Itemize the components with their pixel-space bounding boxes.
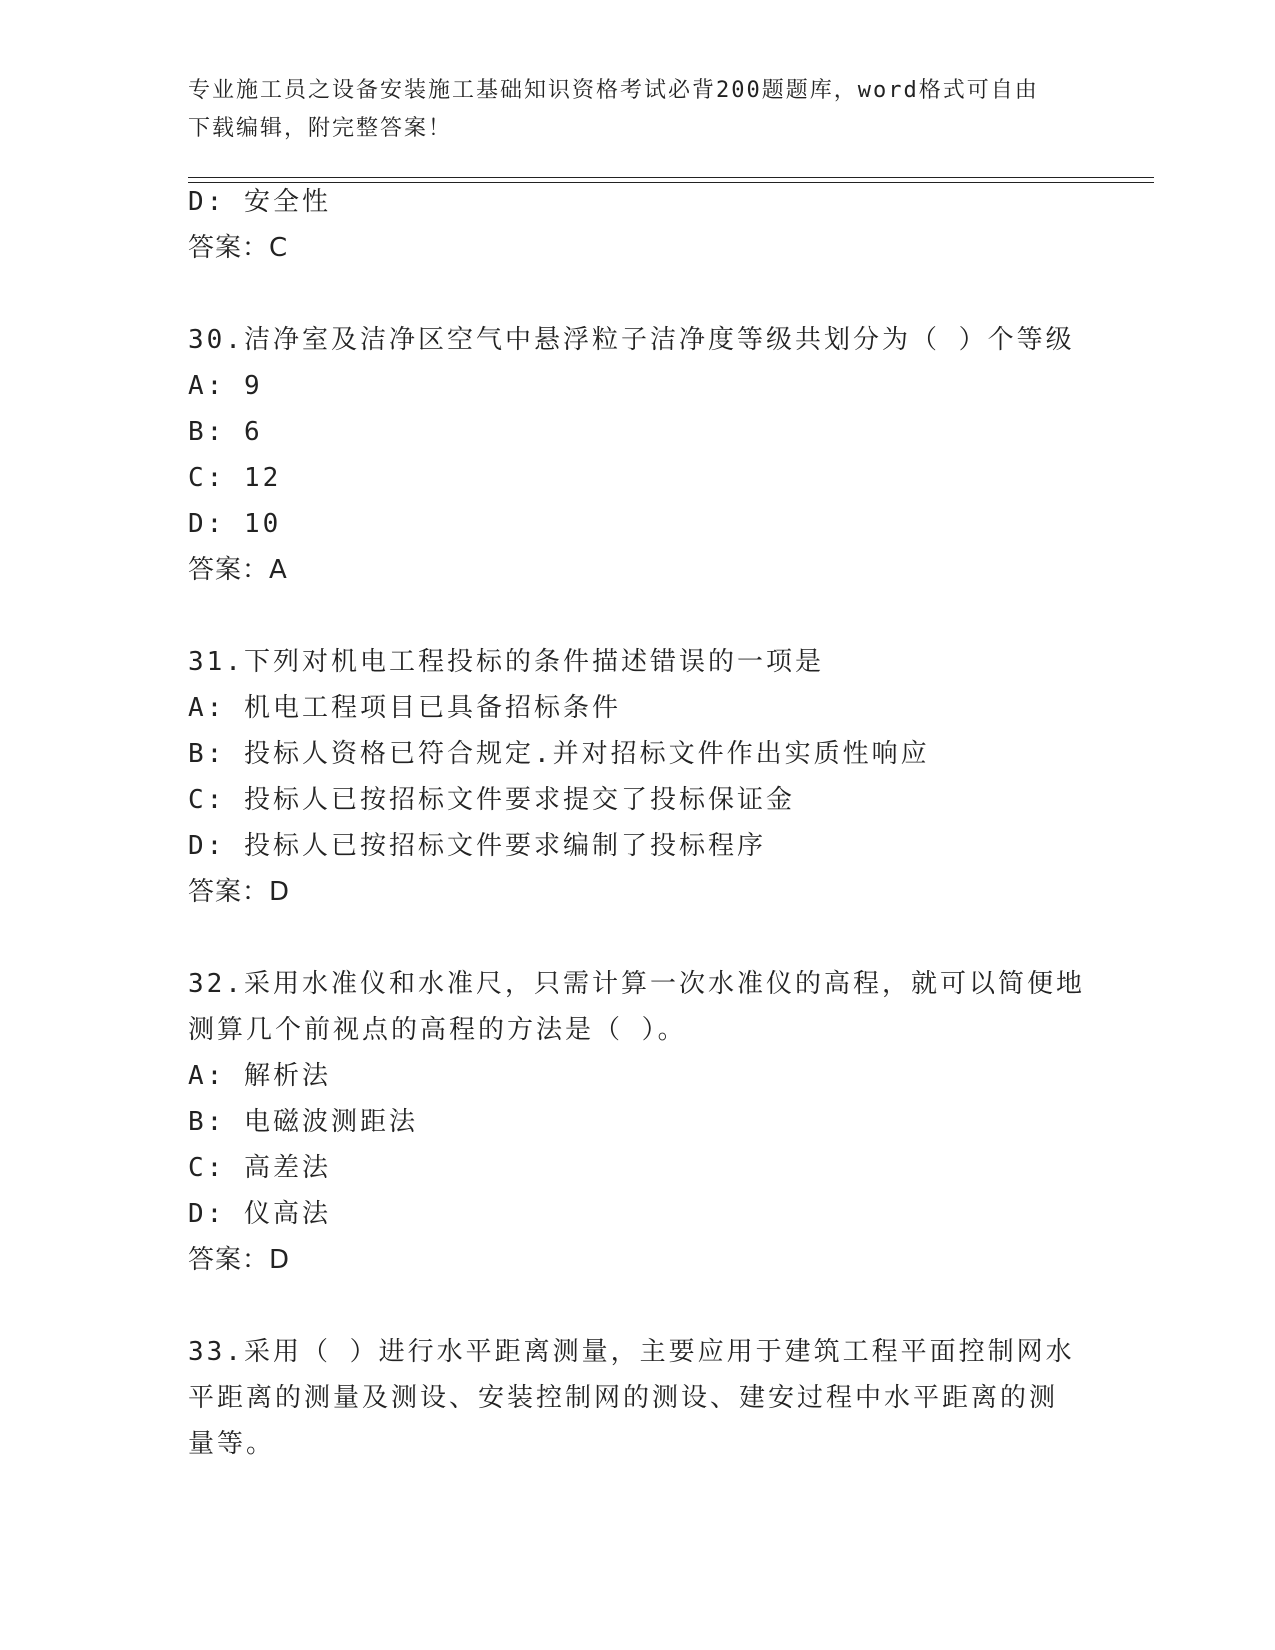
option-a: A: 机电工程项目已具备招标条件 — [188, 693, 621, 723]
question-stem-continued: 测算几个前视点的高程的方法是（ ）。 — [188, 1015, 687, 1045]
spacer — [188, 271, 1088, 317]
question-30 — [188, 317, 1088, 593]
answer: 答案：D — [188, 877, 291, 907]
option-b: B: 投标人资格已符合规定.并对招标文件作出实质性响应 — [188, 739, 930, 769]
answer: 答案：A — [188, 555, 288, 585]
option-b: B: 电磁波测距法 — [188, 1107, 418, 1137]
prev-question-option-d: D: 安全性 — [188, 187, 331, 217]
answer: 答案：D — [188, 1245, 291, 1275]
option-a: A: 解析法 — [188, 1061, 331, 1091]
spacer — [188, 915, 1088, 961]
document-header — [188, 72, 1068, 148]
question-stem: 32.采用水准仪和水准尺，只需计算一次水准仪的高程，就可以简便地 — [188, 969, 1085, 999]
option-c: C: 高差法 — [188, 1153, 331, 1183]
option-d: D: 仪高法 — [188, 1199, 331, 1229]
question-32 — [188, 961, 1088, 1283]
question-stem-continued: 平距离的测量及测设、安装控制网的测设、建安过程中水平距离的测 — [188, 1383, 1059, 1413]
option-b: B: 6 — [188, 417, 263, 447]
question-content — [188, 179, 1088, 1467]
question-stem-continued: 量等。 — [188, 1429, 276, 1459]
option-c: C: 投标人已按招标文件要求提交了投标保证金 — [188, 785, 795, 815]
header-divider-top — [188, 177, 1154, 178]
header-line-1: 专业施工员之设备安装施工基础知识资格考试必背200题题库，word格式可自由 — [188, 78, 1039, 103]
spacer — [188, 1283, 1088, 1329]
option-c: C: 12 — [188, 463, 282, 493]
option-d: D: 投标人已按招标文件要求编制了投标程序 — [188, 831, 766, 861]
question-stem: 33.采用（ ）进行水平距离测量，主要应用于建筑工程平面控制网水 — [188, 1337, 1075, 1367]
question-stem: 31.下列对机电工程投标的条件描述错误的一项是 — [188, 647, 824, 677]
question-31 — [188, 639, 1088, 915]
prev-question-answer: 答案：C — [188, 233, 289, 263]
option-a: A: 9 — [188, 371, 263, 401]
spacer — [188, 593, 1088, 639]
option-d: D: 10 — [188, 509, 282, 539]
question-33 — [188, 1329, 1088, 1467]
header-line-2: 下载编辑，附完整答案！ — [188, 116, 453, 141]
question-stem: 30.洁净室及洁净区空气中悬浮粒子洁净度等级共划分为（ ）个等级 — [188, 325, 1075, 355]
